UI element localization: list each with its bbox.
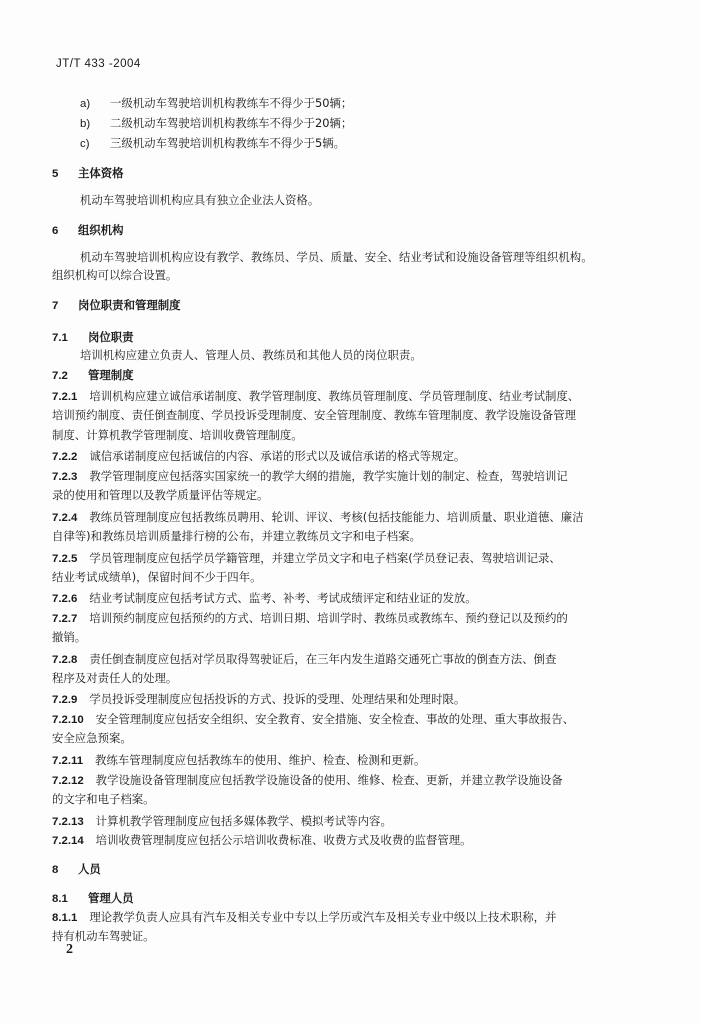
clause-7-2-6 — [52, 591, 477, 606]
subsection-number: 7.1 — [52, 332, 68, 344]
clause-number: 7.2.10 — [52, 714, 84, 726]
clause-text: 培训收费管理制度应包括公示培训收费标准、收费方式及收费的监督管理。 — [95, 833, 472, 847]
list-text: 三级机动车驾驶培训机构教练车不得少于5辆。 — [110, 136, 346, 150]
section-6-body-line: 组织机构可以综合设置。 — [52, 268, 178, 282]
section-number: 5 — [52, 168, 59, 180]
section-number: 7 — [52, 300, 59, 312]
list-item — [80, 96, 352, 111]
clause-continuation: 的文字和电子档案。 — [52, 792, 155, 806]
clause-number: 7.2.9 — [52, 694, 78, 706]
list-text: 一级机动车驾驶培训机构教练车不得少于50辆； — [110, 96, 353, 110]
clause-number: 8.1.1 — [52, 912, 78, 924]
clause-text: 责任倒查制度应包括对学员取得驾驶证后，在三年内发生道路交通死亡事故的倒查方法、倒查 — [89, 652, 557, 666]
section-6-body-line: 机动车驾驶培训机构应设有教学、教练员、学员、质量、安全、结业考试和设施设备管理等组织机构。 — [80, 250, 593, 264]
clause-text: 培训机构应建立诚信承诺制度、教学管理制度、教练员管理制度、学员管理制度、结业考试制度、 — [89, 389, 580, 403]
section-7-heading — [52, 298, 181, 313]
list-text: 二级机动车驾驶培训机构教练车不得少于20辆； — [110, 116, 353, 130]
section-number: 6 — [52, 225, 59, 237]
clause-7-2-10 — [52, 712, 574, 727]
clause-text: 教练员管理制度应包括教练员聘用、轮训、评议、考核(包括技能能力、培训质量、职业道德、廉洁 — [89, 510, 584, 524]
subsection-title: 管理制度 — [88, 368, 134, 382]
list-marker: a) — [80, 98, 91, 110]
clause-7-2-2 — [52, 449, 465, 464]
clause-continuation: 撤销。 — [52, 630, 87, 644]
standard-code-header: JT/T 433 -2004 — [56, 58, 141, 70]
section-5-body: 机动车驾驶培训机构应具有独立企业法人资格。 — [80, 193, 320, 207]
clause-continuation: 自律等)和教练员培训质量排行榜的公布，并建立教练员文字和电子档案。 — [52, 529, 421, 543]
clause-text: 教学设施设备管理制度应包括教学设施设备的使用、维修、检查、更新，并建立教学设施设备 — [95, 773, 563, 787]
subsection-7-2-heading — [52, 368, 134, 383]
clause-continuation: 制度、计算机教学管理制度、培训收费管理制度。 — [52, 428, 303, 442]
section-8-heading — [52, 862, 101, 877]
clause-7-2-1 — [52, 389, 579, 404]
clause-7-2-11 — [52, 753, 425, 768]
clause-7-2-9 — [52, 692, 465, 707]
subsection-8-1-heading — [52, 891, 134, 906]
clause-7-2-5 — [52, 551, 561, 566]
clause-continuation: 程序及对责任人的处理。 — [52, 671, 178, 685]
clause-number: 7.2.14 — [52, 835, 84, 847]
clause-number: 7.2.4 — [52, 512, 78, 524]
clause-continuation: 持有机动车驾驶证。 — [52, 929, 155, 943]
list-marker: c) — [80, 138, 90, 150]
list-item — [80, 136, 345, 151]
clause-number: 7.2.1 — [52, 391, 78, 403]
section-number: 8 — [52, 864, 59, 876]
clause-text: 教学管理制度应包括落实国家统一的教学大纲的措施，教学实施计划的制定、检查，驾驶培训记 — [89, 469, 568, 483]
subsection-number: 8.1 — [52, 893, 68, 905]
subsection-7-1-heading — [52, 330, 134, 345]
clause-continuation: 培训预约制度、责任倒查制度、学员投诉受理制度、安全管理制度、教练车管理制度、教学设施设备管理 — [52, 408, 576, 422]
page-number: 2 — [66, 942, 73, 957]
section-title: 组织机构 — [78, 223, 124, 237]
clause-number: 7.2.11 — [52, 755, 84, 767]
clause-7-2-14 — [52, 833, 472, 848]
subsection-7-1-body: 培训机构应建立负责人、管理人员、教练员和其他人员的岗位职责。 — [80, 348, 422, 362]
clause-7-2-4 — [52, 510, 584, 525]
clause-text: 安全管理制度应包括安全组织、安全教育、安全措施、安全检查、事故的处理、重大事故报告、 — [95, 712, 575, 726]
clause-text: 培训预约制度应包括预约的方式、培训日期、培训学时、教练员或教练车、预约登记以及预约的 — [89, 611, 568, 625]
clause-number: 7.2.12 — [52, 775, 84, 787]
section-5-heading — [52, 166, 124, 181]
clause-7-2-3 — [52, 469, 568, 484]
clause-text: 学员管理制度应包括学员学籍管理，并建立学员文字和电子档案(学员登记表、驾驶培训记录、 — [89, 551, 561, 565]
clause-7-2-12 — [52, 773, 563, 788]
subsection-number: 7.2 — [52, 370, 68, 382]
clause-number: 7.2.6 — [52, 593, 78, 605]
clause-number: 7.2.7 — [52, 613, 78, 625]
clause-number: 7.2.8 — [52, 654, 78, 666]
clause-8-1-1 — [52, 910, 556, 925]
clause-text: 教练车管理制度应包括教练车的使用、维护、检查、检测和更新。 — [95, 753, 426, 767]
clause-number: 7.2.3 — [52, 471, 78, 483]
list-marker: b) — [80, 118, 91, 130]
section-title: 岗位职责和管理制度 — [78, 298, 181, 312]
clause-7-2-7 — [52, 611, 568, 626]
clause-number: 7.2.13 — [52, 816, 84, 828]
clause-7-2-8 — [52, 652, 556, 667]
clause-7-2-13 — [52, 814, 392, 829]
subsection-title: 管理人员 — [88, 891, 134, 905]
clause-continuation: 结业考试成绩单)，保留时间不少于四年。 — [52, 570, 262, 584]
list-item — [80, 116, 352, 131]
clause-number: 7.2.5 — [52, 553, 78, 565]
clause-text: 诚信承诺制度应包括诚信的内容、承诺的形式以及诚信承诺的格式等规定。 — [89, 449, 466, 463]
section-title: 主体资格 — [78, 166, 124, 180]
section-6-heading — [52, 223, 124, 238]
clause-text: 结业考试制度应包括考试方式、监考、补考、考试成绩评定和结业证的发放。 — [89, 591, 477, 605]
clause-text: 理论教学负责人应具有汽车及相关专业中专以上学历或汽车及相关专业中级以上技术职称，并 — [89, 910, 557, 924]
section-title: 人员 — [78, 862, 101, 876]
clause-text: 计算机教学管理制度应包括多媒体教学、模拟考试等内容。 — [95, 814, 392, 828]
subsection-title: 岗位职责 — [88, 330, 134, 344]
clause-continuation: 录的使用和管理以及教学质量评估等规定。 — [52, 488, 269, 502]
clause-number: 7.2.2 — [52, 451, 78, 463]
clause-continuation: 安全应急预案。 — [52, 731, 132, 745]
clause-text: 学员投诉受理制度应包括投诉的方式、投诉的受理、处理结果和处理时限。 — [89, 692, 466, 706]
